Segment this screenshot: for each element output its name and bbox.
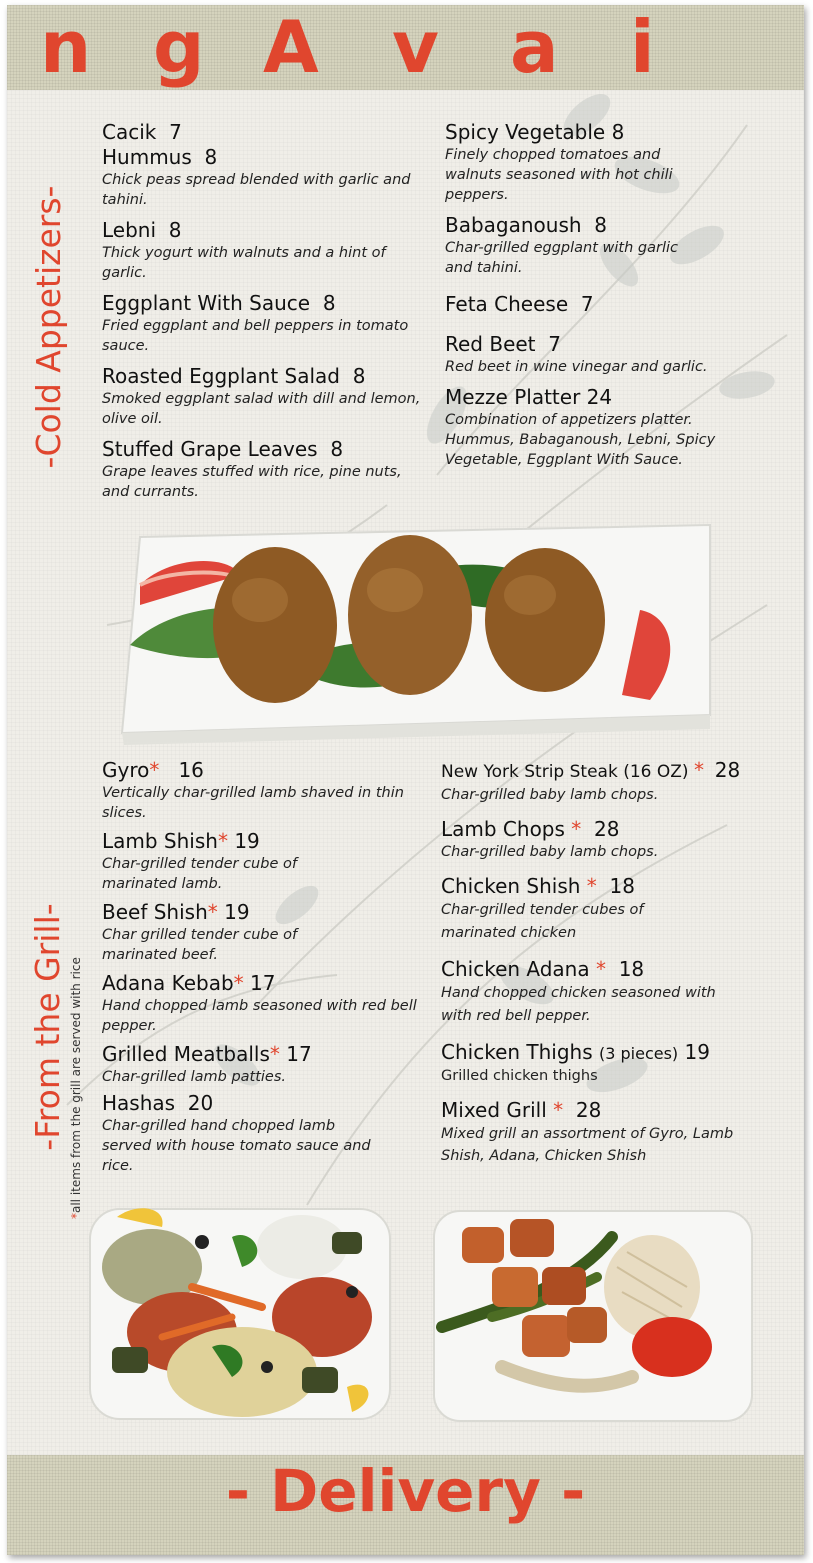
item-price: 17 xyxy=(250,971,276,995)
item-price: 7 xyxy=(169,120,182,144)
item-subtitle: (16 OZ) xyxy=(623,762,689,782)
item-name: Roasted Eggplant Salad xyxy=(102,364,340,388)
item-name-line xyxy=(102,145,432,170)
header-letter: g xyxy=(153,5,205,89)
item-name: Lamb Chops xyxy=(441,817,565,841)
item-description: Thick yogurt with walnuts and a hint of garlic. xyxy=(102,245,386,281)
item-name: Chicken Adana xyxy=(441,957,590,981)
item-description: Char-grilled tender cubes of marinated chicken xyxy=(441,902,644,941)
item-description: Combination of appetizers platter. Hummus, Babaganoush, Lebni, Spicy Vegetable, Eggplant With Sauce. xyxy=(445,412,716,468)
header-letter: A xyxy=(263,5,319,89)
item-description: Finely chopped tomatoes and walnuts seasoned with hot chili peppers. xyxy=(445,147,673,203)
menu-item xyxy=(102,1042,437,1087)
item-asterisk: * xyxy=(553,1098,564,1122)
item-asterisk: * xyxy=(586,874,597,898)
item-price: 18 xyxy=(609,874,635,898)
item-price: 19 xyxy=(684,1040,710,1064)
menu-item xyxy=(102,364,432,429)
item-price: 8 xyxy=(611,120,625,144)
item-subtitle: (3 pieces) xyxy=(599,1044,679,1063)
item-name: Chicken Thighs xyxy=(441,1040,593,1064)
item-price: 16 xyxy=(178,758,204,782)
item-price: 28 xyxy=(594,817,620,841)
grill-right-column xyxy=(441,758,786,1167)
item-description: Char grilled tender cube of marinated beef. xyxy=(102,927,298,963)
item-name-line xyxy=(441,758,786,785)
item-description: Red beet in wine vinegar and garlic. xyxy=(445,359,708,375)
item-description: Mixed grill an assortment of Gyro, Lamb Shish, Adana, Chicken Shish xyxy=(441,1126,734,1164)
item-description: Vertically char-grilled lamb shaved in thin slices. xyxy=(102,785,404,821)
cold-right-column xyxy=(445,120,765,470)
item-name-line xyxy=(441,874,786,899)
item-price: 20 xyxy=(187,1091,214,1115)
item-name: Red Beet xyxy=(445,332,536,356)
item-name-line xyxy=(445,332,765,357)
item-asterisk: * xyxy=(595,957,606,981)
item-name-line xyxy=(102,758,437,783)
item-name: Feta Cheese xyxy=(445,292,569,316)
header-letter: n xyxy=(40,5,92,89)
item-name-line xyxy=(102,1042,437,1067)
item-asterisk: * xyxy=(693,758,704,782)
item-name-line xyxy=(102,364,432,389)
mezze-platter-photo xyxy=(82,1197,402,1435)
menu-item xyxy=(441,1098,786,1167)
item-name-line xyxy=(441,1040,786,1066)
item-name-line xyxy=(445,292,765,317)
item-name: Stuffed Grape Leaves xyxy=(102,437,318,461)
menu-item xyxy=(445,120,765,205)
mixed-grill-photo xyxy=(422,1197,762,1435)
item-asterisk: * xyxy=(149,758,160,782)
header-letter: v xyxy=(392,5,439,89)
kibbeh-plate-photo xyxy=(110,515,720,745)
menu-item xyxy=(441,1040,786,1086)
item-price: 8 xyxy=(594,213,608,237)
item-description: Char-grilled tender cube of marinated lamb. xyxy=(102,856,297,892)
item-name-line xyxy=(445,120,765,145)
menu-item xyxy=(102,145,432,210)
item-name-line xyxy=(441,957,786,982)
menu-item xyxy=(445,213,765,278)
menu-item xyxy=(102,218,432,283)
item-price: 18 xyxy=(618,957,645,981)
item-name: Gyro xyxy=(102,758,150,782)
item-price: 8 xyxy=(204,145,218,169)
item-asterisk: * xyxy=(269,1042,280,1066)
grill-rice-note xyxy=(67,829,85,1219)
item-name: Lamb Shish xyxy=(102,829,218,853)
item-price: 17 xyxy=(286,1042,312,1066)
item-name: Eggplant With Sauce xyxy=(102,291,311,315)
item-name-line xyxy=(441,817,786,842)
menu-item xyxy=(102,291,432,356)
item-description: Char-grilled eggplant with garlic and tahini. xyxy=(445,240,678,276)
menu-item xyxy=(445,332,765,377)
menu-item xyxy=(441,817,786,862)
cold-left-column xyxy=(102,120,432,502)
item-price: 28 xyxy=(714,758,741,782)
item-name: New York Strip Steak xyxy=(441,762,618,782)
item-name: Babaganoush xyxy=(445,213,582,237)
item-description: Char-grilled lamb patties. xyxy=(102,1069,287,1085)
item-price: 8 xyxy=(330,437,344,461)
note-text: all items from the grill are served with rice xyxy=(69,957,83,1213)
item-name: Cacik xyxy=(102,120,157,144)
item-description: Smoked eggplant salad with dill and lemon, olive oil. xyxy=(102,391,421,427)
item-name-line xyxy=(445,213,765,238)
item-price: 7 xyxy=(548,332,561,356)
item-name: Mixed Grill xyxy=(441,1098,547,1122)
item-price: 8 xyxy=(322,291,336,315)
item-name: Adana Kebab xyxy=(102,971,234,995)
menu-item xyxy=(441,874,786,945)
item-price: 24 xyxy=(586,385,613,409)
item-name: Grilled Meatballs xyxy=(102,1042,270,1066)
item-name-line xyxy=(102,437,432,462)
menu-item xyxy=(102,900,437,965)
item-price: 19 xyxy=(234,829,260,853)
item-name: Beef Shish xyxy=(102,900,208,924)
menu-item xyxy=(102,1091,437,1176)
item-name: Lebni xyxy=(102,218,157,242)
item-description: Fried eggplant and bell peppers in tomato sauce. xyxy=(102,318,409,354)
item-description: Char-grilled baby lamb chops. xyxy=(441,787,659,803)
item-name-line xyxy=(102,218,432,243)
menu-item xyxy=(102,120,432,145)
menu-item xyxy=(445,292,765,317)
item-name: Chicken Shish xyxy=(441,874,581,898)
menu-item xyxy=(441,957,786,1028)
item-description: Hand chopped lamb seasoned with red bell pepper. xyxy=(102,998,417,1034)
item-name-line xyxy=(102,829,437,854)
item-asterisk: * xyxy=(233,971,244,995)
item-asterisk: * xyxy=(217,829,228,853)
item-price: 28 xyxy=(575,1098,602,1122)
item-asterisk: * xyxy=(571,817,582,841)
item-asterisk: * xyxy=(207,900,218,924)
menu-item xyxy=(445,385,765,470)
menu-item xyxy=(102,971,437,1036)
item-description: Grape leaves stuffed with rice, pine nuts, and currants. xyxy=(102,464,402,500)
item-price: 8 xyxy=(352,364,366,388)
menu-item xyxy=(102,829,437,894)
menu-card xyxy=(7,5,804,1555)
menu-item xyxy=(102,758,437,823)
menu-item xyxy=(441,758,786,805)
item-price: 19 xyxy=(224,900,250,924)
item-name-line xyxy=(441,1098,786,1123)
item-price: 7 xyxy=(580,292,594,316)
header-letter: i xyxy=(630,5,655,89)
from-the-grill-heading: -From the Grill- xyxy=(28,903,67,1151)
item-description: Char-grilled hand chopped lamb served with house tomato sauce and rice. xyxy=(102,1118,371,1174)
item-name-line xyxy=(445,385,765,410)
item-name-line xyxy=(102,900,437,925)
item-name-line xyxy=(102,291,432,316)
item-description: Chick peas spread blended with garlic and tahini. xyxy=(102,172,411,208)
item-price: 8 xyxy=(168,218,182,242)
item-name-line xyxy=(102,1091,437,1116)
item-description: Hand chopped chicken seasoned with with red bell pepper. xyxy=(441,985,716,1024)
header-letter: a xyxy=(510,5,559,89)
grill-left-column xyxy=(102,758,437,1176)
item-name-line xyxy=(102,120,432,145)
item-name: Mezze Platter xyxy=(445,385,581,409)
item-name: Spicy Vegetable xyxy=(445,120,606,144)
item-name-line xyxy=(102,971,437,996)
item-name: Hashas xyxy=(102,1091,176,1115)
item-description: Grilled chicken thighs xyxy=(441,1068,598,1084)
item-description: Char-grilled baby lamb chops. xyxy=(441,844,659,860)
delivery-heading: - Delivery - xyxy=(225,1457,586,1525)
item-name: Hummus xyxy=(102,145,192,169)
note-asterisk: * xyxy=(69,1213,83,1219)
cold-appetizers-heading: -Cold Appetizers- xyxy=(29,185,68,469)
menu-item xyxy=(102,437,432,502)
